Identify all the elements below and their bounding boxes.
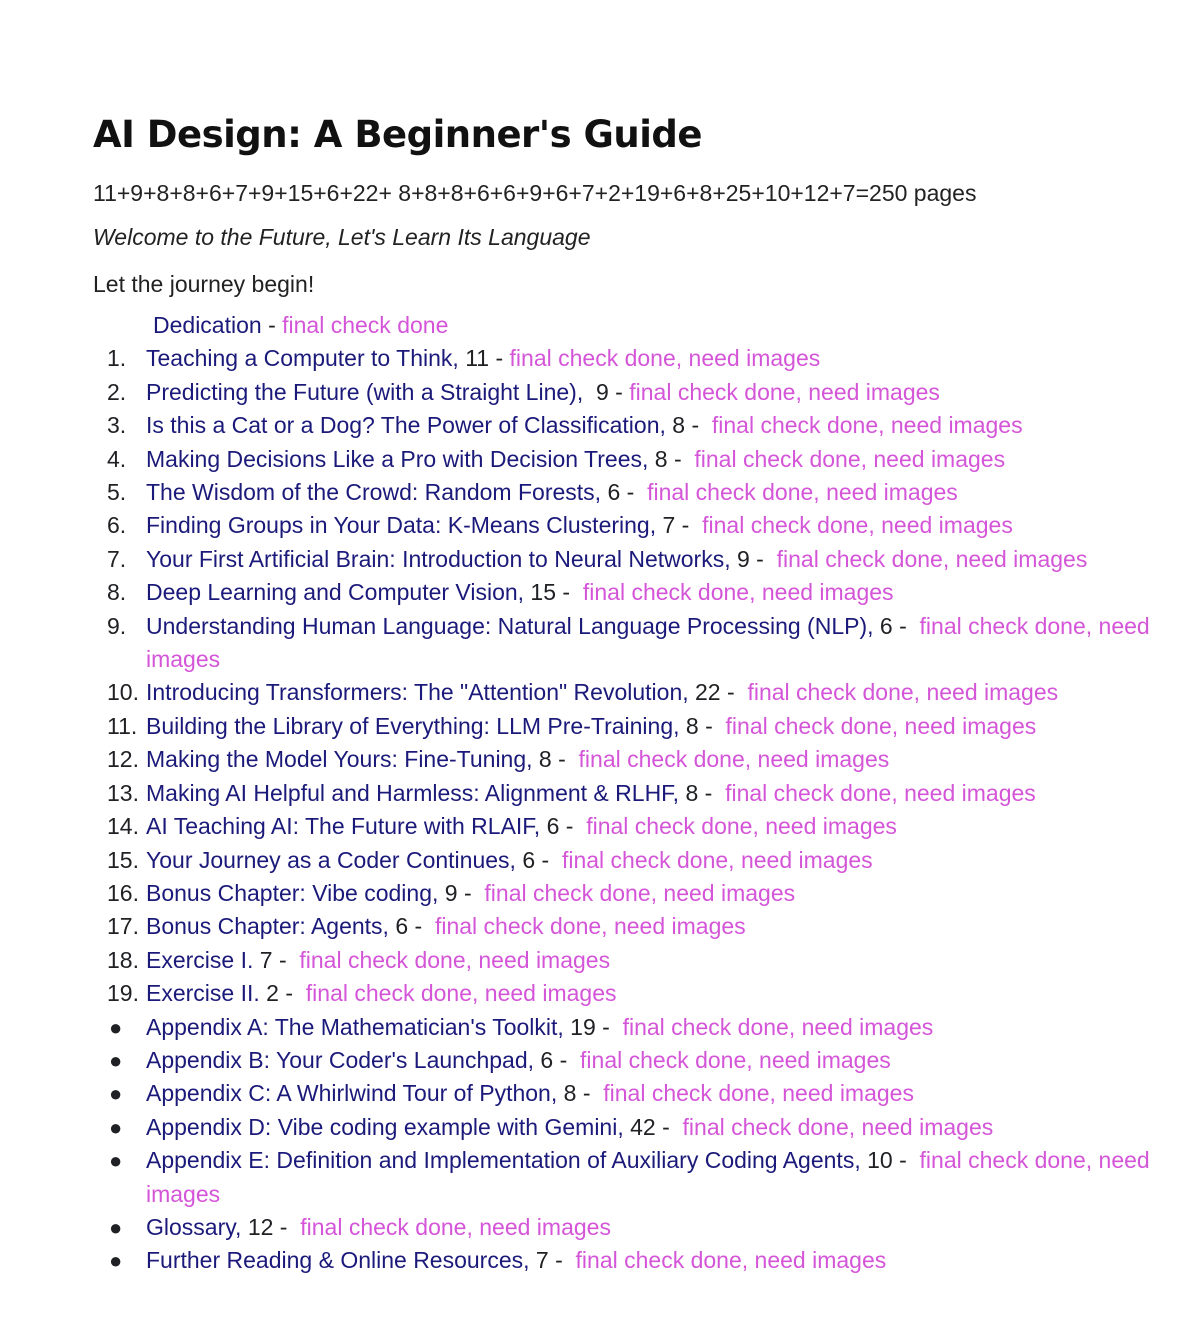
toc-item-title: Bonus Chapter: Vibe coding,	[146, 879, 439, 906]
chapter-list	[93, 342, 1153, 1010]
toc-item-pages: 8 -	[679, 712, 726, 739]
toc-item-status: final check done, need images	[603, 1080, 914, 1107]
toc-item-status: final check done, need images	[146, 612, 1150, 673]
list-number: 12.	[107, 746, 139, 773]
toc-item-status: final check done	[282, 312, 449, 338]
toc-item-status: final check done, need images	[647, 479, 958, 506]
list-number: 10.	[107, 679, 139, 706]
list-number: 5.	[107, 479, 127, 506]
toc-item-pages: 6 -	[873, 612, 920, 639]
list-number: 17.	[107, 913, 139, 940]
toc-item-title: Your First Artificial Brain: Introduction to Neural Networks,	[146, 545, 731, 572]
toc-item-status: final check done, need images	[747, 679, 1059, 706]
toc-chapter	[93, 977, 1153, 1010]
toc-item-status: final check done, need images	[682, 1113, 994, 1140]
toc-item-pages: 10 -	[860, 1147, 920, 1174]
toc-item-status: final check done, need images	[582, 579, 894, 606]
toc-item-title: Appendix C: A Whirlwind Tour of Python,	[146, 1080, 558, 1107]
toc-item-pages: 7 -	[529, 1247, 576, 1274]
list-number: 18.	[107, 946, 139, 973]
toc-item-pages: 6 -	[515, 846, 562, 873]
toc-item-title: Predicting the Future (with a Straight Line),	[146, 378, 584, 405]
toc-item-pages: 11 -	[458, 345, 510, 372]
list-number: 2.	[107, 378, 127, 405]
toc-item-dedication	[93, 309, 1153, 342]
toc-item-title: Making AI Helpful and Harmless: Alignment & RLHF,	[146, 779, 680, 806]
toc-item-title: Appendix E: Definition and Implementation of Auxiliary Coding Agents,	[146, 1147, 861, 1174]
appendix-list	[93, 1011, 1153, 1278]
list-number: 3.	[107, 412, 127, 439]
list-number: 9.	[107, 612, 127, 639]
toc-item-title: The Wisdom of the Crowd: Random Forests,	[146, 479, 602, 506]
toc-item-title: Glossary,	[146, 1213, 242, 1240]
toc-item-title: Making the Model Yours: Fine-Tuning,	[146, 746, 533, 773]
toc-item-pages: 8 -	[648, 445, 695, 472]
toc-item-title: Appendix D: Vibe coding example with Gemini,	[146, 1113, 624, 1140]
bullet-icon: ●	[109, 1214, 123, 1240]
toc-item-status: final check done, need images	[711, 412, 1023, 439]
bullet-icon: ●	[109, 1114, 123, 1140]
list-number: 4.	[107, 445, 127, 472]
list-number: 19.	[107, 980, 139, 1007]
toc-item-pages: 9 -	[583, 378, 630, 405]
toc-item-title: Making Decisions Like a Pro with Decision Trees,	[146, 445, 649, 472]
toc-item-status: final check done, need images	[776, 545, 1088, 572]
list-number: 11.	[107, 712, 138, 739]
toc-chapter	[93, 844, 1153, 877]
toc-item-pages: 42 -	[623, 1113, 683, 1140]
toc-item-status: final check done, need images	[299, 946, 611, 973]
bullet-icon: ●	[109, 1081, 123, 1107]
list-number: 1.	[107, 345, 127, 372]
toc-item-title: Understanding Human Language: Natural Language Processing (NLP),	[146, 612, 874, 639]
toc-appendix	[93, 1011, 1153, 1044]
toc-chapter	[93, 877, 1153, 910]
toc-item-title: Further Reading & Online Resources,	[146, 1247, 530, 1274]
toc-appendix	[93, 1144, 1153, 1211]
toc-item-status: final check done, need images	[694, 445, 1006, 472]
toc-item-title: Exercise I.	[146, 946, 254, 973]
toc-appendix	[93, 1211, 1153, 1244]
toc-chapter	[93, 610, 1153, 677]
document-title: AI Design: A Beginner's Guide	[93, 113, 703, 156]
toc-chapter	[93, 342, 1153, 375]
toc-item-title: Dedication	[153, 312, 262, 338]
toc-item-pages: 19 -	[563, 1013, 623, 1040]
toc-item-pages: 8 -	[532, 746, 579, 773]
toc-chapter	[93, 376, 1153, 409]
toc-appendix	[93, 1244, 1153, 1277]
toc-item-title: Appendix A: The Mathematician's Toolkit,	[146, 1013, 564, 1040]
toc-item-title: AI Teaching AI: The Future with RLAIF,	[146, 813, 541, 840]
toc-item-pages: 7 -	[656, 512, 703, 539]
toc-item-pages: 6 -	[388, 913, 435, 940]
toc-item-pages: 8 -	[665, 412, 712, 439]
toc-item-status: final check done, need images	[725, 712, 1037, 739]
toc-item-status: final check done, need images	[578, 746, 890, 773]
bullet-icon: ●	[109, 1047, 123, 1073]
toc-item-status: final check done, need images	[586, 813, 897, 840]
toc-item-status: final check done, need images	[434, 913, 746, 940]
toc-chapter	[93, 576, 1153, 609]
toc-chapter	[93, 443, 1153, 476]
list-number: 7.	[107, 545, 127, 572]
list-number: 8.	[107, 579, 127, 606]
toc-item-title: Finding Groups in Your Data: K-Means Clustering,	[146, 512, 657, 539]
page-count-summary: 11+9+8+8+6+7+9+15+6+22+ 8+8+8+6+6+9+6+7+2+19+6+8+25+10+12+7=250 pages	[93, 180, 977, 206]
toc-item-separator: -	[261, 312, 283, 338]
list-number: 16.	[107, 879, 139, 906]
toc-item-pages: 6 -	[540, 813, 587, 840]
toc-appendix	[93, 1077, 1153, 1110]
toc-item-title: Introducing Transformers: The "Attention" Revolution,	[146, 679, 689, 706]
intro-text: Let the journey begin!	[93, 271, 315, 297]
toc-item-pages: 22 -	[688, 679, 748, 706]
document-subtitle: Welcome to the Future, Let's Learn Its Language	[93, 224, 591, 250]
toc-item-status: final check done, need images	[725, 779, 1036, 806]
toc-item-pages: 9 -	[730, 545, 777, 572]
toc-item-status: final check done, need images	[629, 378, 940, 405]
toc-item-title: Your Journey as a Coder Continues,	[146, 846, 516, 873]
toc-item-pages: 12 -	[241, 1213, 301, 1240]
table-of-contents	[93, 309, 1153, 342]
toc-item-status: final check done, need images	[622, 1013, 934, 1040]
toc-item-pages: 15 -	[524, 579, 583, 606]
toc-chapter	[93, 810, 1153, 843]
toc-item-title: Bonus Chapter: Agents,	[146, 913, 389, 940]
toc-item-pages: 7 -	[253, 946, 300, 973]
toc-item-status: final check done, need images	[509, 345, 821, 372]
toc-chapter	[93, 509, 1153, 542]
toc-item-title: Appendix B: Your Coder's Launchpad,	[146, 1046, 535, 1073]
toc-chapter	[93, 676, 1153, 709]
toc-appendix	[93, 1111, 1153, 1144]
toc-chapter	[93, 409, 1153, 442]
list-number: 13.	[107, 779, 139, 806]
toc-item-pages: 8 -	[557, 1080, 604, 1107]
toc-chapter	[93, 910, 1153, 943]
toc-chapter	[93, 743, 1153, 776]
toc-chapter	[93, 476, 1153, 509]
bullet-icon: ●	[109, 1014, 123, 1040]
toc-item-title: Teaching a Computer to Think,	[146, 345, 459, 372]
toc-item-title: Building the Library of Everything: LLM Pre-Training,	[146, 712, 680, 739]
toc-item-status: final check done, need images	[300, 1213, 611, 1240]
toc-item-pages: 2 -	[259, 980, 306, 1007]
bullet-icon: ●	[109, 1148, 123, 1174]
toc-item-status: final check done, need images	[702, 512, 1013, 539]
toc-item-pages: 8 -	[679, 779, 726, 806]
toc-item-pages: 9 -	[438, 879, 485, 906]
list-number: 15.	[107, 846, 139, 873]
bullet-icon: ●	[109, 1248, 123, 1274]
document-page	[93, 110, 1153, 1278]
toc-item-status: final check done, need images	[146, 1147, 1150, 1207]
toc-item-pages: 6 -	[534, 1046, 581, 1073]
toc-chapter	[93, 710, 1153, 743]
toc-item-pages: 6 -	[601, 479, 648, 506]
toc-chapter	[93, 944, 1153, 977]
toc-item-status: final check done, need images	[561, 846, 873, 873]
toc-item-status: final check done, need images	[575, 1247, 887, 1274]
toc-item-status: final check done, need images	[305, 980, 617, 1007]
list-number: 14.	[107, 813, 139, 840]
toc-item-status: final check done, need images	[484, 879, 796, 906]
toc-item-title: Is this a Cat or a Dog? The Power of Classification,	[146, 412, 666, 439]
toc-chapter	[93, 777, 1153, 810]
toc-chapter	[93, 543, 1153, 576]
list-number: 6.	[107, 512, 127, 539]
toc-item-title: Deep Learning and Computer Vision,	[146, 579, 525, 606]
toc-item-title: Exercise II.	[146, 980, 260, 1007]
toc-appendix	[93, 1044, 1153, 1077]
toc-item-status: final check done, need images	[580, 1046, 891, 1073]
